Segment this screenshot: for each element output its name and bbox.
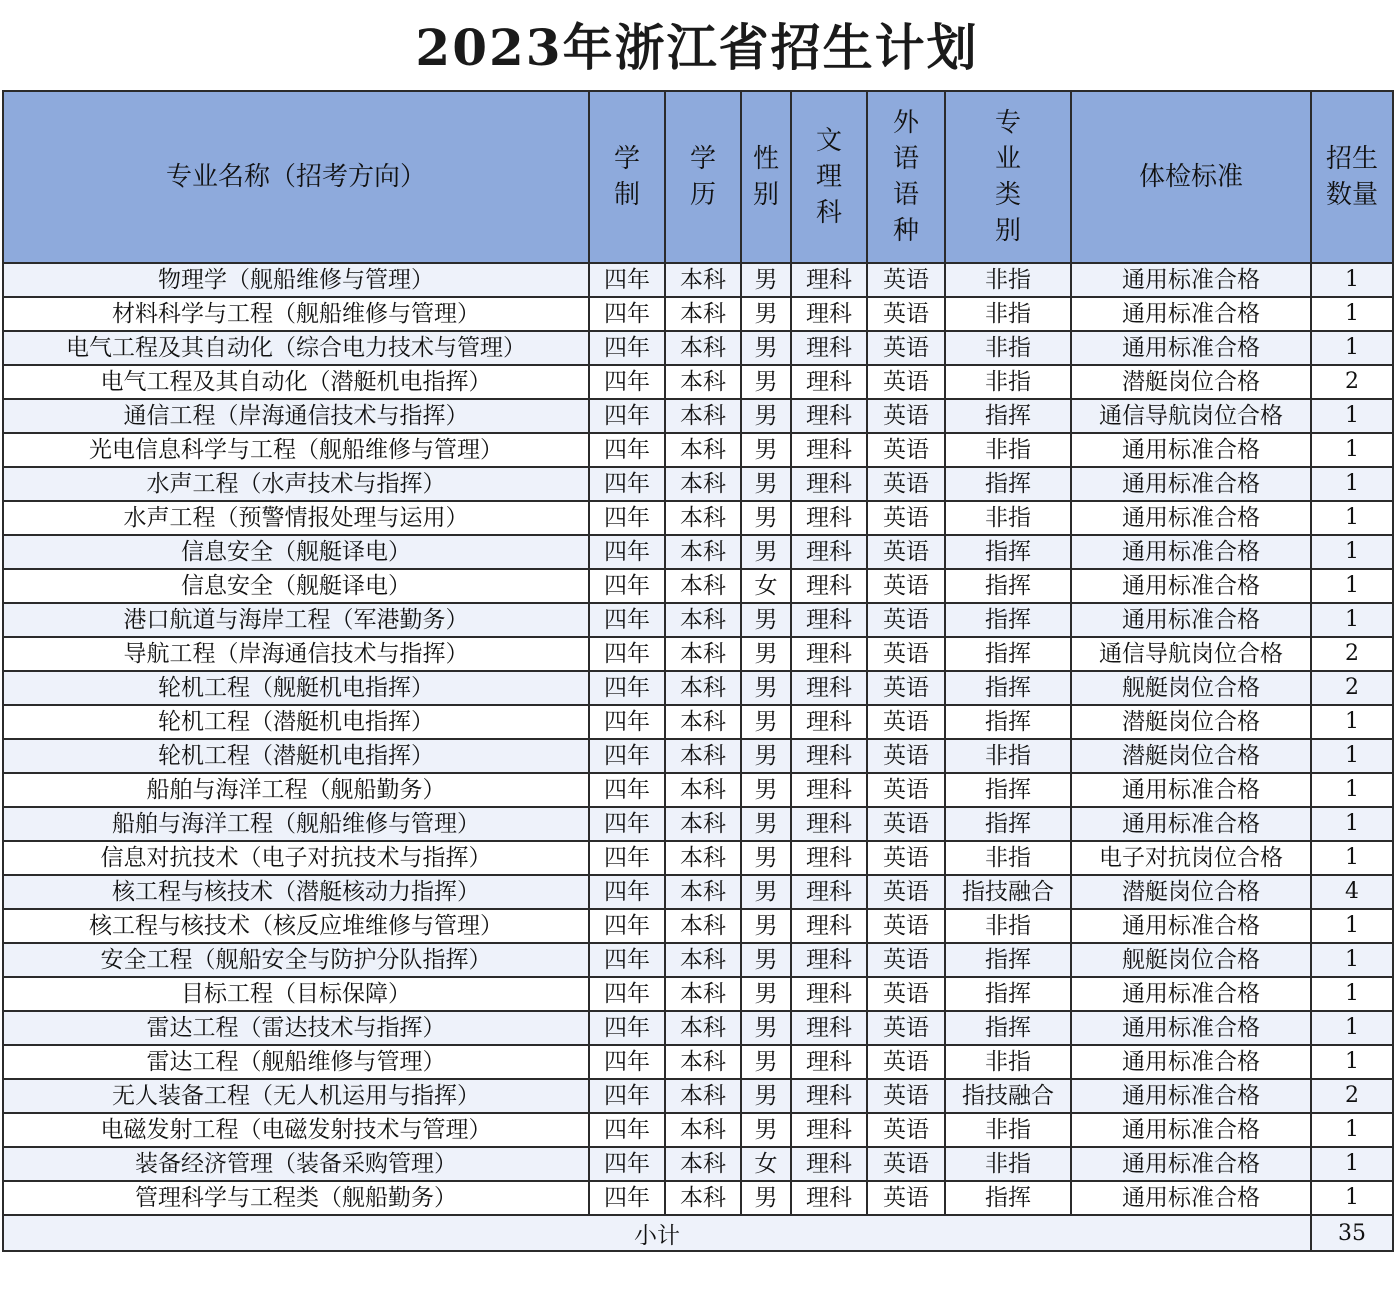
cell-quota: 1 [1311,569,1393,603]
cell-quota: 1 [1311,977,1393,1011]
cell-degree: 本科 [665,1079,741,1113]
cell-quota: 1 [1311,535,1393,569]
header-degree: 学历 [665,91,741,263]
cell-language: 英语 [867,841,945,875]
cell-quota: 1 [1311,1181,1393,1215]
cell-track: 理科 [791,637,867,671]
header-gender: 性别 [741,91,791,263]
header-physical: 体检标准 [1071,91,1311,263]
cell-degree: 本科 [665,399,741,433]
cell-degree: 本科 [665,297,741,331]
cell-duration: 四年 [589,399,665,433]
cell-duration: 四年 [589,1147,665,1181]
cell-major: 通信工程（岸海通信技术与指挥） [3,399,589,433]
cell-duration: 四年 [589,1113,665,1147]
table-row [3,433,1393,467]
cell-physical: 通用标准合格 [1071,467,1311,501]
cell-degree: 本科 [665,671,741,705]
cell-category: 非指 [945,1045,1071,1079]
cell-major: 管理科学与工程类（舰船勤务） [3,1181,589,1215]
cell-physical: 通用标准合格 [1071,1045,1311,1079]
cell-language: 英语 [867,365,945,399]
cell-quota: 1 [1311,501,1393,535]
cell-major: 水声工程（预警情报处理与运用） [3,501,589,535]
cell-major: 船舶与海洋工程（舰船维修与管理） [3,807,589,841]
cell-quota: 1 [1311,467,1393,501]
cell-category: 非指 [945,331,1071,365]
cell-category: 非指 [945,433,1071,467]
table-row [3,1079,1393,1113]
cell-major: 雷达工程（舰船维修与管理） [3,1045,589,1079]
cell-language: 英语 [867,807,945,841]
table-row [3,739,1393,773]
cell-category: 非指 [945,909,1071,943]
cell-gender: 男 [741,1181,791,1215]
cell-quota: 1 [1311,1113,1393,1147]
cell-physical: 通用标准合格 [1071,1079,1311,1113]
cell-gender: 男 [741,807,791,841]
cell-physical: 通用标准合格 [1071,807,1311,841]
cell-category: 指挥 [945,637,1071,671]
cell-degree: 本科 [665,365,741,399]
cell-category: 指挥 [945,1181,1071,1215]
table-row [3,467,1393,501]
cell-physical: 通用标准合格 [1071,773,1311,807]
cell-gender: 男 [741,909,791,943]
cell-gender: 男 [741,467,791,501]
table-row [3,807,1393,841]
cell-track: 理科 [791,841,867,875]
cell-major: 轮机工程（潜艇机电指挥） [3,739,589,773]
table-row [3,399,1393,433]
cell-degree: 本科 [665,977,741,1011]
cell-category: 指挥 [945,807,1071,841]
cell-track: 理科 [791,705,867,739]
cell-physical: 潜艇岗位合格 [1071,875,1311,909]
cell-quota: 1 [1311,841,1393,875]
cell-category: 非指 [945,501,1071,535]
cell-quota: 1 [1311,1147,1393,1181]
cell-track: 理科 [791,977,867,1011]
cell-quota: 1 [1311,909,1393,943]
cell-language: 英语 [867,1147,945,1181]
cell-gender: 男 [741,399,791,433]
cell-quota: 4 [1311,875,1393,909]
cell-major: 雷达工程（雷达技术与指挥） [3,1011,589,1045]
table-row [3,671,1393,705]
cell-degree: 本科 [665,943,741,977]
cell-language: 英语 [867,977,945,1011]
cell-language: 英语 [867,433,945,467]
cell-category: 指技融合 [945,1079,1071,1113]
cell-duration: 四年 [589,705,665,739]
cell-gender: 男 [741,1113,791,1147]
cell-category: 非指 [945,297,1071,331]
cell-quota: 2 [1311,637,1393,671]
table-row [3,365,1393,399]
header-language: 外语语种 [867,91,945,263]
cell-duration: 四年 [589,739,665,773]
cell-physical: 潜艇岗位合格 [1071,739,1311,773]
header-track: 文理科 [791,91,867,263]
cell-language: 英语 [867,569,945,603]
table-row [3,501,1393,535]
cell-major: 核工程与核技术（核反应堆维修与管理） [3,909,589,943]
cell-physical: 通用标准合格 [1071,433,1311,467]
cell-degree: 本科 [665,263,741,297]
cell-category: 指技融合 [945,875,1071,909]
cell-duration: 四年 [589,501,665,535]
cell-physical: 通用标准合格 [1071,535,1311,569]
cell-quota: 1 [1311,705,1393,739]
table-row [3,603,1393,637]
cell-gender: 男 [741,603,791,637]
cell-physical: 舰艇岗位合格 [1071,671,1311,705]
table-row [3,1011,1393,1045]
cell-duration: 四年 [589,365,665,399]
cell-major: 光电信息科学与工程（舰船维修与管理） [3,433,589,467]
cell-duration: 四年 [589,637,665,671]
table-row [3,977,1393,1011]
cell-physical: 通用标准合格 [1071,1113,1311,1147]
cell-quota: 1 [1311,433,1393,467]
cell-duration: 四年 [589,1181,665,1215]
cell-gender: 女 [741,569,791,603]
header-quota: 招生数量 [1311,91,1393,263]
cell-physical: 舰艇岗位合格 [1071,943,1311,977]
cell-major: 信息安全（舰艇译电） [3,535,589,569]
cell-physical: 通用标准合格 [1071,569,1311,603]
cell-quota: 1 [1311,1045,1393,1079]
cell-physical: 通用标准合格 [1071,977,1311,1011]
cell-major: 材料科学与工程（舰船维修与管理） [3,297,589,331]
cell-language: 英语 [867,467,945,501]
cell-track: 理科 [791,501,867,535]
cell-degree: 本科 [665,739,741,773]
cell-physical: 通用标准合格 [1071,1181,1311,1215]
cell-duration: 四年 [589,467,665,501]
cell-physical: 通用标准合格 [1071,603,1311,637]
table-row [3,1113,1393,1147]
cell-category: 非指 [945,841,1071,875]
cell-language: 英语 [867,297,945,331]
cell-language: 英语 [867,603,945,637]
cell-category: 非指 [945,263,1071,297]
cell-degree: 本科 [665,705,741,739]
cell-language: 英语 [867,705,945,739]
cell-duration: 四年 [589,909,665,943]
cell-track: 理科 [791,399,867,433]
cell-major: 核工程与核技术（潜艇核动力指挥） [3,875,589,909]
cell-physical: 通信导航岗位合格 [1071,637,1311,671]
cell-track: 理科 [791,569,867,603]
cell-degree: 本科 [665,569,741,603]
cell-language: 英语 [867,535,945,569]
cell-language: 英语 [867,1181,945,1215]
table-row [3,841,1393,875]
cell-duration: 四年 [589,875,665,909]
table-row [3,1181,1393,1215]
cell-gender: 男 [741,739,791,773]
cell-duration: 四年 [589,773,665,807]
cell-gender: 男 [741,263,791,297]
cell-degree: 本科 [665,501,741,535]
cell-major: 信息对抗技术（电子对抗技术与指挥） [3,841,589,875]
table-row [3,535,1393,569]
cell-gender: 男 [741,1011,791,1045]
cell-track: 理科 [791,909,867,943]
cell-gender: 男 [741,705,791,739]
cell-gender: 女 [741,1147,791,1181]
cell-duration: 四年 [589,433,665,467]
cell-language: 英语 [867,399,945,433]
subtotal-row [3,1215,1393,1251]
cell-quota: 2 [1311,1079,1393,1113]
cell-category: 指挥 [945,569,1071,603]
cell-major: 无人装备工程（无人机运用与指挥） [3,1079,589,1113]
cell-quota: 1 [1311,399,1393,433]
cell-duration: 四年 [589,841,665,875]
cell-major: 电磁发射工程（电磁发射技术与管理） [3,1113,589,1147]
cell-language: 英语 [867,1079,945,1113]
cell-track: 理科 [791,875,867,909]
cell-language: 英语 [867,1113,945,1147]
cell-gender: 男 [741,841,791,875]
cell-degree: 本科 [665,841,741,875]
cell-language: 英语 [867,1045,945,1079]
cell-language: 英语 [867,671,945,705]
cell-duration: 四年 [589,977,665,1011]
cell-language: 英语 [867,909,945,943]
cell-quota: 1 [1311,807,1393,841]
cell-gender: 男 [741,365,791,399]
cell-quota: 1 [1311,263,1393,297]
cell-track: 理科 [791,1147,867,1181]
cell-major: 轮机工程（舰艇机电指挥） [3,671,589,705]
cell-gender: 男 [741,433,791,467]
cell-major: 装备经济管理（装备采购管理） [3,1147,589,1181]
cell-duration: 四年 [589,603,665,637]
cell-physical: 通用标准合格 [1071,263,1311,297]
cell-quota: 1 [1311,1011,1393,1045]
cell-major: 安全工程（舰船安全与防护分队指挥） [3,943,589,977]
cell-physical: 通用标准合格 [1071,501,1311,535]
table-row [3,569,1393,603]
table-row [3,263,1393,297]
cell-track: 理科 [791,1181,867,1215]
cell-track: 理科 [791,603,867,637]
cell-quota: 1 [1311,773,1393,807]
cell-degree: 本科 [665,1181,741,1215]
cell-language: 英语 [867,739,945,773]
header-major: 专业名称（招考方向） [3,91,589,263]
table-row [3,1147,1393,1181]
subtotal-label: 小计 [3,1215,1311,1251]
cell-degree: 本科 [665,1147,741,1181]
cell-track: 理科 [791,671,867,705]
cell-duration: 四年 [589,1045,665,1079]
cell-category: 指挥 [945,1011,1071,1045]
cell-quota: 1 [1311,297,1393,331]
cell-track: 理科 [791,1079,867,1113]
cell-degree: 本科 [665,875,741,909]
table-row [3,875,1393,909]
cell-category: 指挥 [945,705,1071,739]
cell-track: 理科 [791,263,867,297]
cell-language: 英语 [867,263,945,297]
cell-major: 目标工程（目标保障） [3,977,589,1011]
cell-major: 水声工程（水声技术与指挥） [3,467,589,501]
table-row [3,943,1393,977]
cell-degree: 本科 [665,637,741,671]
cell-track: 理科 [791,535,867,569]
cell-gender: 男 [741,875,791,909]
cell-major: 港口航道与海岸工程（军港勤务） [3,603,589,637]
cell-track: 理科 [791,739,867,773]
cell-duration: 四年 [589,297,665,331]
cell-language: 英语 [867,331,945,365]
subtotal-value: 35 [1311,1215,1393,1251]
cell-gender: 男 [741,773,791,807]
cell-major: 船舶与海洋工程（舰船勤务） [3,773,589,807]
cell-category: 指挥 [945,671,1071,705]
cell-major: 电气工程及其自动化（潜艇机电指挥） [3,365,589,399]
header-category: 专业类别 [945,91,1071,263]
cell-duration: 四年 [589,263,665,297]
cell-quota: 2 [1311,365,1393,399]
cell-track: 理科 [791,331,867,365]
cell-physical: 通用标准合格 [1071,297,1311,331]
table-row [3,705,1393,739]
cell-gender: 男 [741,501,791,535]
table-row [3,1045,1393,1079]
cell-track: 理科 [791,297,867,331]
cell-duration: 四年 [589,943,665,977]
cell-language: 英语 [867,875,945,909]
cell-physical: 电子对抗岗位合格 [1071,841,1311,875]
cell-track: 理科 [791,1011,867,1045]
cell-language: 英语 [867,773,945,807]
cell-duration: 四年 [589,1079,665,1113]
cell-category: 指挥 [945,977,1071,1011]
cell-degree: 本科 [665,807,741,841]
cell-language: 英语 [867,1011,945,1045]
cell-language: 英语 [867,501,945,535]
cell-physical: 通信导航岗位合格 [1071,399,1311,433]
table-row [3,773,1393,807]
cell-degree: 本科 [665,603,741,637]
cell-physical: 通用标准合格 [1071,331,1311,365]
cell-degree: 本科 [665,331,741,365]
cell-track: 理科 [791,943,867,977]
cell-degree: 本科 [665,1113,741,1147]
cell-category: 指挥 [945,467,1071,501]
cell-degree: 本科 [665,1011,741,1045]
cell-degree: 本科 [665,535,741,569]
table-row [3,331,1393,365]
cell-gender: 男 [741,977,791,1011]
cell-quota: 1 [1311,739,1393,773]
cell-gender: 男 [741,637,791,671]
table-row [3,637,1393,671]
cell-quota: 2 [1311,671,1393,705]
cell-category: 指挥 [945,535,1071,569]
cell-track: 理科 [791,365,867,399]
cell-degree: 本科 [665,467,741,501]
cell-gender: 男 [741,331,791,365]
cell-category: 指挥 [945,399,1071,433]
table-body [3,263,1393,1215]
cell-degree: 本科 [665,433,741,467]
table-header-row [3,91,1393,263]
cell-category: 指挥 [945,943,1071,977]
header-duration: 学制 [589,91,665,263]
cell-category: 非指 [945,1147,1071,1181]
cell-degree: 本科 [665,1045,741,1079]
table-row [3,297,1393,331]
cell-gender: 男 [741,297,791,331]
table-row [3,909,1393,943]
cell-physical: 通用标准合格 [1071,1147,1311,1181]
cell-category: 非指 [945,1113,1071,1147]
cell-gender: 男 [741,943,791,977]
cell-gender: 男 [741,535,791,569]
cell-major: 物理学（舰船维修与管理） [3,263,589,297]
cell-gender: 男 [741,1079,791,1113]
cell-physical: 通用标准合格 [1071,1011,1311,1045]
cell-degree: 本科 [665,909,741,943]
cell-track: 理科 [791,467,867,501]
cell-physical: 潜艇岗位合格 [1071,365,1311,399]
cell-quota: 1 [1311,943,1393,977]
cell-track: 理科 [791,433,867,467]
cell-language: 英语 [867,943,945,977]
cell-major: 轮机工程（潜艇机电指挥） [3,705,589,739]
cell-language: 英语 [867,637,945,671]
cell-track: 理科 [791,773,867,807]
cell-category: 非指 [945,739,1071,773]
cell-track: 理科 [791,1045,867,1079]
cell-major: 信息安全（舰艇译电） [3,569,589,603]
cell-duration: 四年 [589,1011,665,1045]
cell-duration: 四年 [589,331,665,365]
cell-major: 电气工程及其自动化（综合电力技术与管理） [3,331,589,365]
cell-duration: 四年 [589,535,665,569]
cell-duration: 四年 [589,569,665,603]
cell-category: 非指 [945,365,1071,399]
cell-track: 理科 [791,807,867,841]
cell-duration: 四年 [589,671,665,705]
cell-duration: 四年 [589,807,665,841]
cell-track: 理科 [791,1113,867,1147]
cell-gender: 男 [741,1045,791,1079]
cell-quota: 1 [1311,331,1393,365]
cell-degree: 本科 [665,773,741,807]
admission-plan-table [2,90,1394,1252]
page-title: 2023年浙江省招生计划 [415,18,979,77]
cell-physical: 通用标准合格 [1071,909,1311,943]
cell-gender: 男 [741,671,791,705]
cell-physical: 潜艇岗位合格 [1071,705,1311,739]
cell-category: 指挥 [945,773,1071,807]
cell-quota: 1 [1311,603,1393,637]
cell-category: 指挥 [945,603,1071,637]
cell-major: 导航工程（岸海通信技术与指挥） [3,637,589,671]
